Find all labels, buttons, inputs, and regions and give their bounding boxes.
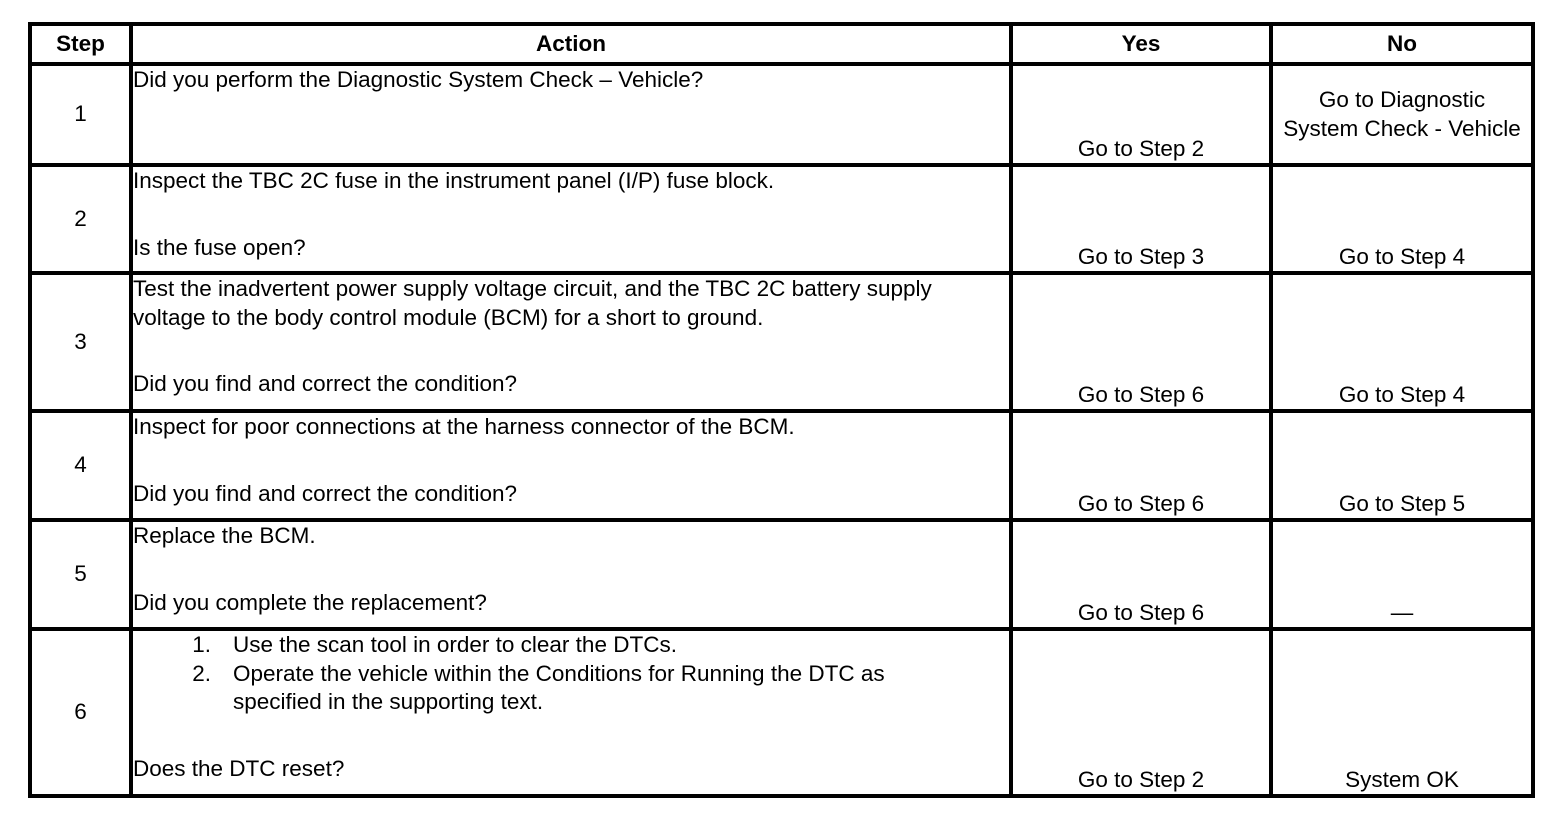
yes-cell: Go to Step 2 <box>1011 64 1271 165</box>
action-question: Is the fuse open? <box>133 234 306 260</box>
action-text: Inspect the TBC 2C fuse in the instrument panel (I/P) fuse block. <box>133 168 775 193</box>
action-question: Did you find and correct the condition? <box>133 371 517 396</box>
action-cell <box>131 520 1011 629</box>
action-text: Did you perform the Diagnostic System Check – Vehicle? <box>133 67 704 92</box>
table-row <box>30 629 1533 796</box>
step-number: 1 <box>30 64 131 165</box>
action-question: Did you find and correct the condition? <box>133 480 517 506</box>
step-number: 4 <box>30 411 131 520</box>
no-cell: System OK <box>1271 629 1533 796</box>
list-item <box>133 631 1009 660</box>
no-cell: Go to Step 4 <box>1271 165 1533 273</box>
action-question: Did you complete the replacement? <box>133 589 487 615</box>
list-item-text: Operate the vehicle within the Conditions for Running the DTC as specified in the supporting text. <box>233 660 885 714</box>
table-row <box>30 411 1533 520</box>
no-cell: — <box>1271 520 1533 629</box>
yes-cell: Go to Step 6 <box>1011 520 1271 629</box>
header-yes: Yes <box>1011 24 1271 64</box>
diagnostic-table <box>28 22 1535 798</box>
header-no: No <box>1271 24 1533 64</box>
list-item-number: 1. <box>192 632 211 657</box>
step-number: 2 <box>30 165 131 273</box>
action-cell <box>131 64 1011 165</box>
header-action: Action <box>131 24 1011 64</box>
header-row <box>30 24 1533 64</box>
list-item-number: 2. <box>192 660 211 686</box>
header-step: Step <box>30 24 131 64</box>
table-row <box>30 64 1533 165</box>
table-row <box>30 165 1533 273</box>
list-item-text: Use the scan tool in order to clear the DTCs. <box>233 632 677 657</box>
action-cell <box>131 273 1011 411</box>
table-row <box>30 520 1533 629</box>
procedure-list <box>133 631 1009 717</box>
no-cell: Go to Diagnostic System Check - Vehicle <box>1271 64 1533 165</box>
yes-cell: Go to Step 6 <box>1011 411 1271 520</box>
yes-cell: Go to Step 6 <box>1011 273 1271 411</box>
yes-cell: Go to Step 3 <box>1011 165 1271 273</box>
action-cell <box>131 629 1011 796</box>
list-item <box>133 660 1009 717</box>
action-text: Test the inadvertent power supply voltage circuit, and the TBC 2C battery supply voltage to the body control module (BCM) for a short to ground. <box>133 276 932 330</box>
table-row <box>30 273 1533 411</box>
step-number: 5 <box>30 520 131 629</box>
action-question: Does the DTC reset? <box>133 755 345 781</box>
step-number: 3 <box>30 273 131 411</box>
action-text: Inspect for poor connections at the harness connector of the BCM. <box>133 414 795 439</box>
step-number: 6 <box>30 629 131 796</box>
no-cell: Go to Step 5 <box>1271 411 1533 520</box>
action-cell <box>131 165 1011 273</box>
yes-cell: Go to Step 2 <box>1011 629 1271 796</box>
no-cell: Go to Step 4 <box>1271 273 1533 411</box>
action-cell <box>131 411 1011 520</box>
action-text: Replace the BCM. <box>133 523 316 548</box>
